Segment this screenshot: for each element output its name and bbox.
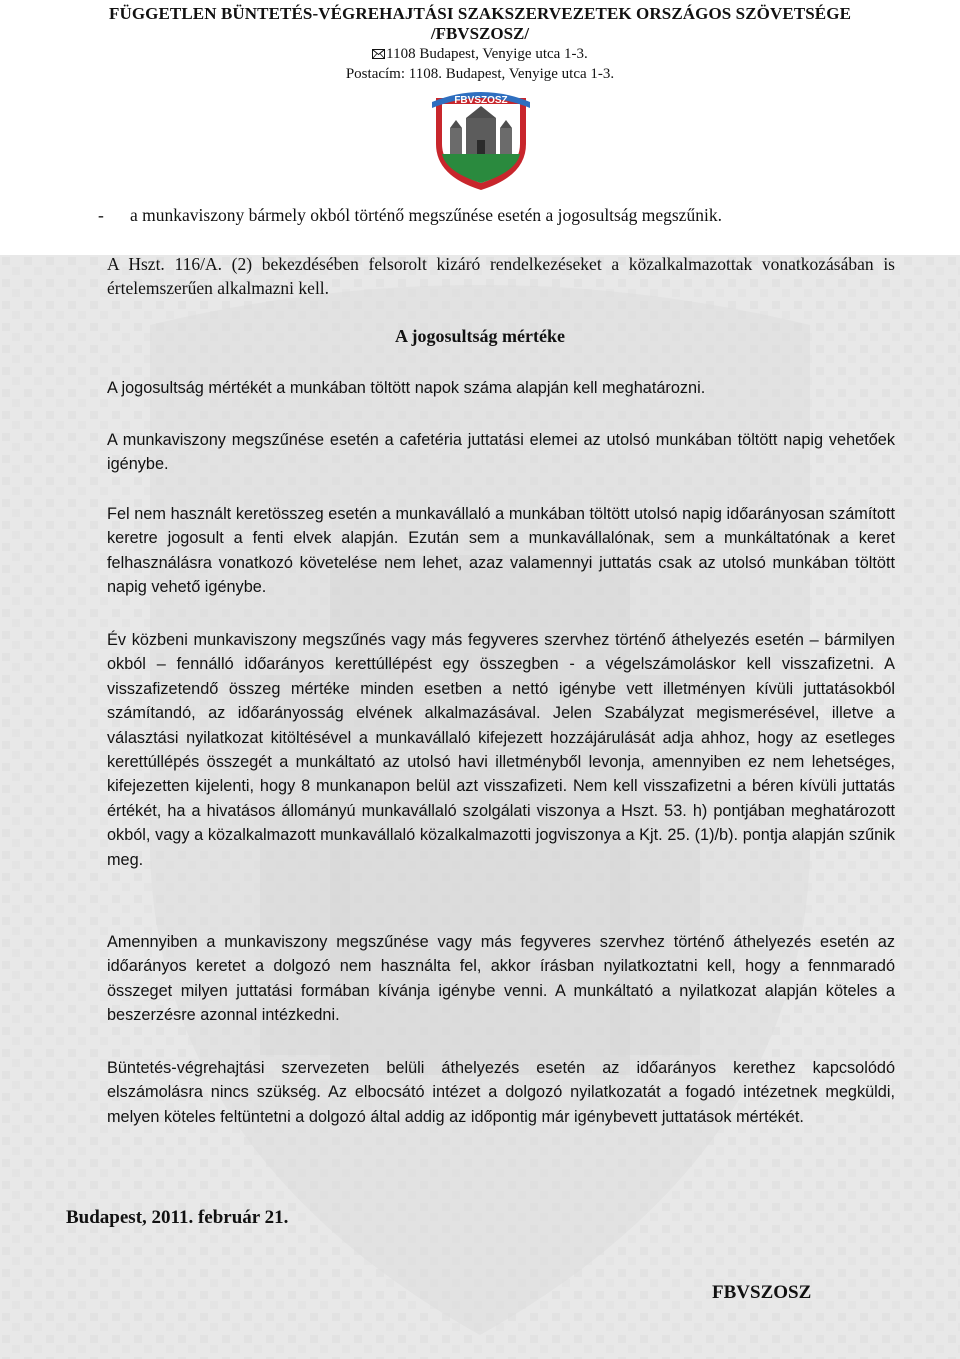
- paragraph-3: [107, 502, 895, 600]
- paragraph-4: [107, 628, 895, 872]
- letterhead: [0, 4, 960, 84]
- paragraph-3-text: Fel nem használt keretösszeg esetén a munkavállaló a munkában töltött utolsó napig időarányosan számított keretre jogosult a fenti elvek alapján. Ezután sem a munkavállalónak, sem a munkáltatónak a keret felhasználásra vonatkozó követelése nem lehet, azaz valamennyi juttatás csak az utolsó munkában töltött napig vehető igénybe.: [107, 505, 895, 597]
- paragraph-6-text: Büntetés-végrehajtási szervezeten belüli áthelyezés esetén az időarányos kerethez kapcsolódó elszámolásra nincs szükség. Az elbocsátó intézet a dolgozó nyilatkozatát a fogadó intézetnek megküldi, melyen köteles feltüntetni a dolgozó által addig az időpontig már igénybevett juttatások mértékét.: [107, 1059, 895, 1126]
- paragraph-4-text: Év közbeni munkaviszony megszűnés vagy más fegyveres szervhez történő áthelyezés esetén – bármilyen okból – fennálló időarányos kerettúllépést egy összegben - a végelszámoláskor kell visszafizetni. A visszafizetendő összeg mértéke minden esetben a nettó igénybe vett illetményen kívüli juttatásokból számítandó, az időarányosság elvének alkalmazásával. Jelen Szabályzat megismerésével, illetve a választási nyilatkozat kitöltésével a munkavállaló kifejezett hozzájárulását adja ahhoz, hogy az esetleges kerettúllépés összegét a munkáltató az utolsó havi illetményből levonja, amennyiben ez nem lehetséges, kifejezetten kijelenti, hogy 8 munkanapon belül azt visszafizeti. Nem kell visszafizetni a béren kívüli juttatás értékét, ha a hivatásos állományú munkavállaló szolgálati viszonya a Hszt. 53. h) pontjában meghatározott okból, vagy a közalkalmazott munkavállaló közalkalmazotti jogviszonya a Kjt. 25. (1)/b). pontja alapján szűnik meg.: [107, 631, 895, 869]
- organization-name: FÜGGETLEN BÜNTETÉS-VÉGREHAJTÁSI SZAKSZERVEZETEK ORSZÁGOS SZÖVETSÉGE: [108, 4, 852, 23]
- paragraph-1: [107, 376, 895, 400]
- paragraph-5: [107, 930, 895, 1028]
- envelope-icon: [372, 49, 385, 59]
- paragraph-2-text: A munkaviszony megszűnése esetén a cafetéria juttatási elemei az utolsó munkában töltött napig vehetőek igénybe.: [107, 431, 895, 474]
- signature-date: Budapest, 2011. február 21.: [66, 1207, 289, 1228]
- paragraph-2: [107, 428, 895, 477]
- fbvszosz-logo: [426, 84, 536, 192]
- bullet-dash: -: [98, 205, 104, 225]
- address-text: 1108 Budapest, Venyige utca 1-3.: [386, 46, 588, 62]
- address-line: [0, 44, 960, 64]
- signature-organization: FBVSZOSZ: [712, 1282, 812, 1303]
- logo-banner-text: FBVSZOSZ: [454, 95, 508, 106]
- postal-address: Postacím: 1108. Budapest, Venyige utca 1-3.: [345, 66, 615, 82]
- paragraph-hszt-text: A Hszt. 116/A. (2) bekezdésében felsorolt kizáró rendelkezéseket a közalkalmazottak vonatkozásában is értelemszerűen alkalmazni kell.: [107, 254, 895, 299]
- bullet-item: [98, 203, 898, 227]
- paragraph-hszt: [107, 252, 895, 301]
- bullet-text: a munkaviszony bármely okból történő megszűnése esetén a jogosultság megszűnik.: [130, 205, 722, 225]
- paragraph-6: [107, 1056, 895, 1129]
- paragraph-1-text: A jogosultság mértékét a munkában töltött napok száma alapján kell meghatározni.: [107, 379, 706, 397]
- organization-abbreviation: /FBVSZOSZ/: [430, 24, 530, 43]
- section-title: A jogosultság mértéke: [395, 326, 565, 346]
- paragraph-5-text: Amennyiben a munkaviszony megszűnése vagy más fegyveres szervhez történő áthelyezés esetén az időarányos keretet a dolgozó nem használta fel, akkor írásban nyilatkoztatni kell, hogy a fennmaradó összeget milyen juttatási formában kívánja igénybe venni. A munkáltató a nyilatkozat alapján köteles a beszerzésre azonnal intézkedni.: [107, 933, 895, 1025]
